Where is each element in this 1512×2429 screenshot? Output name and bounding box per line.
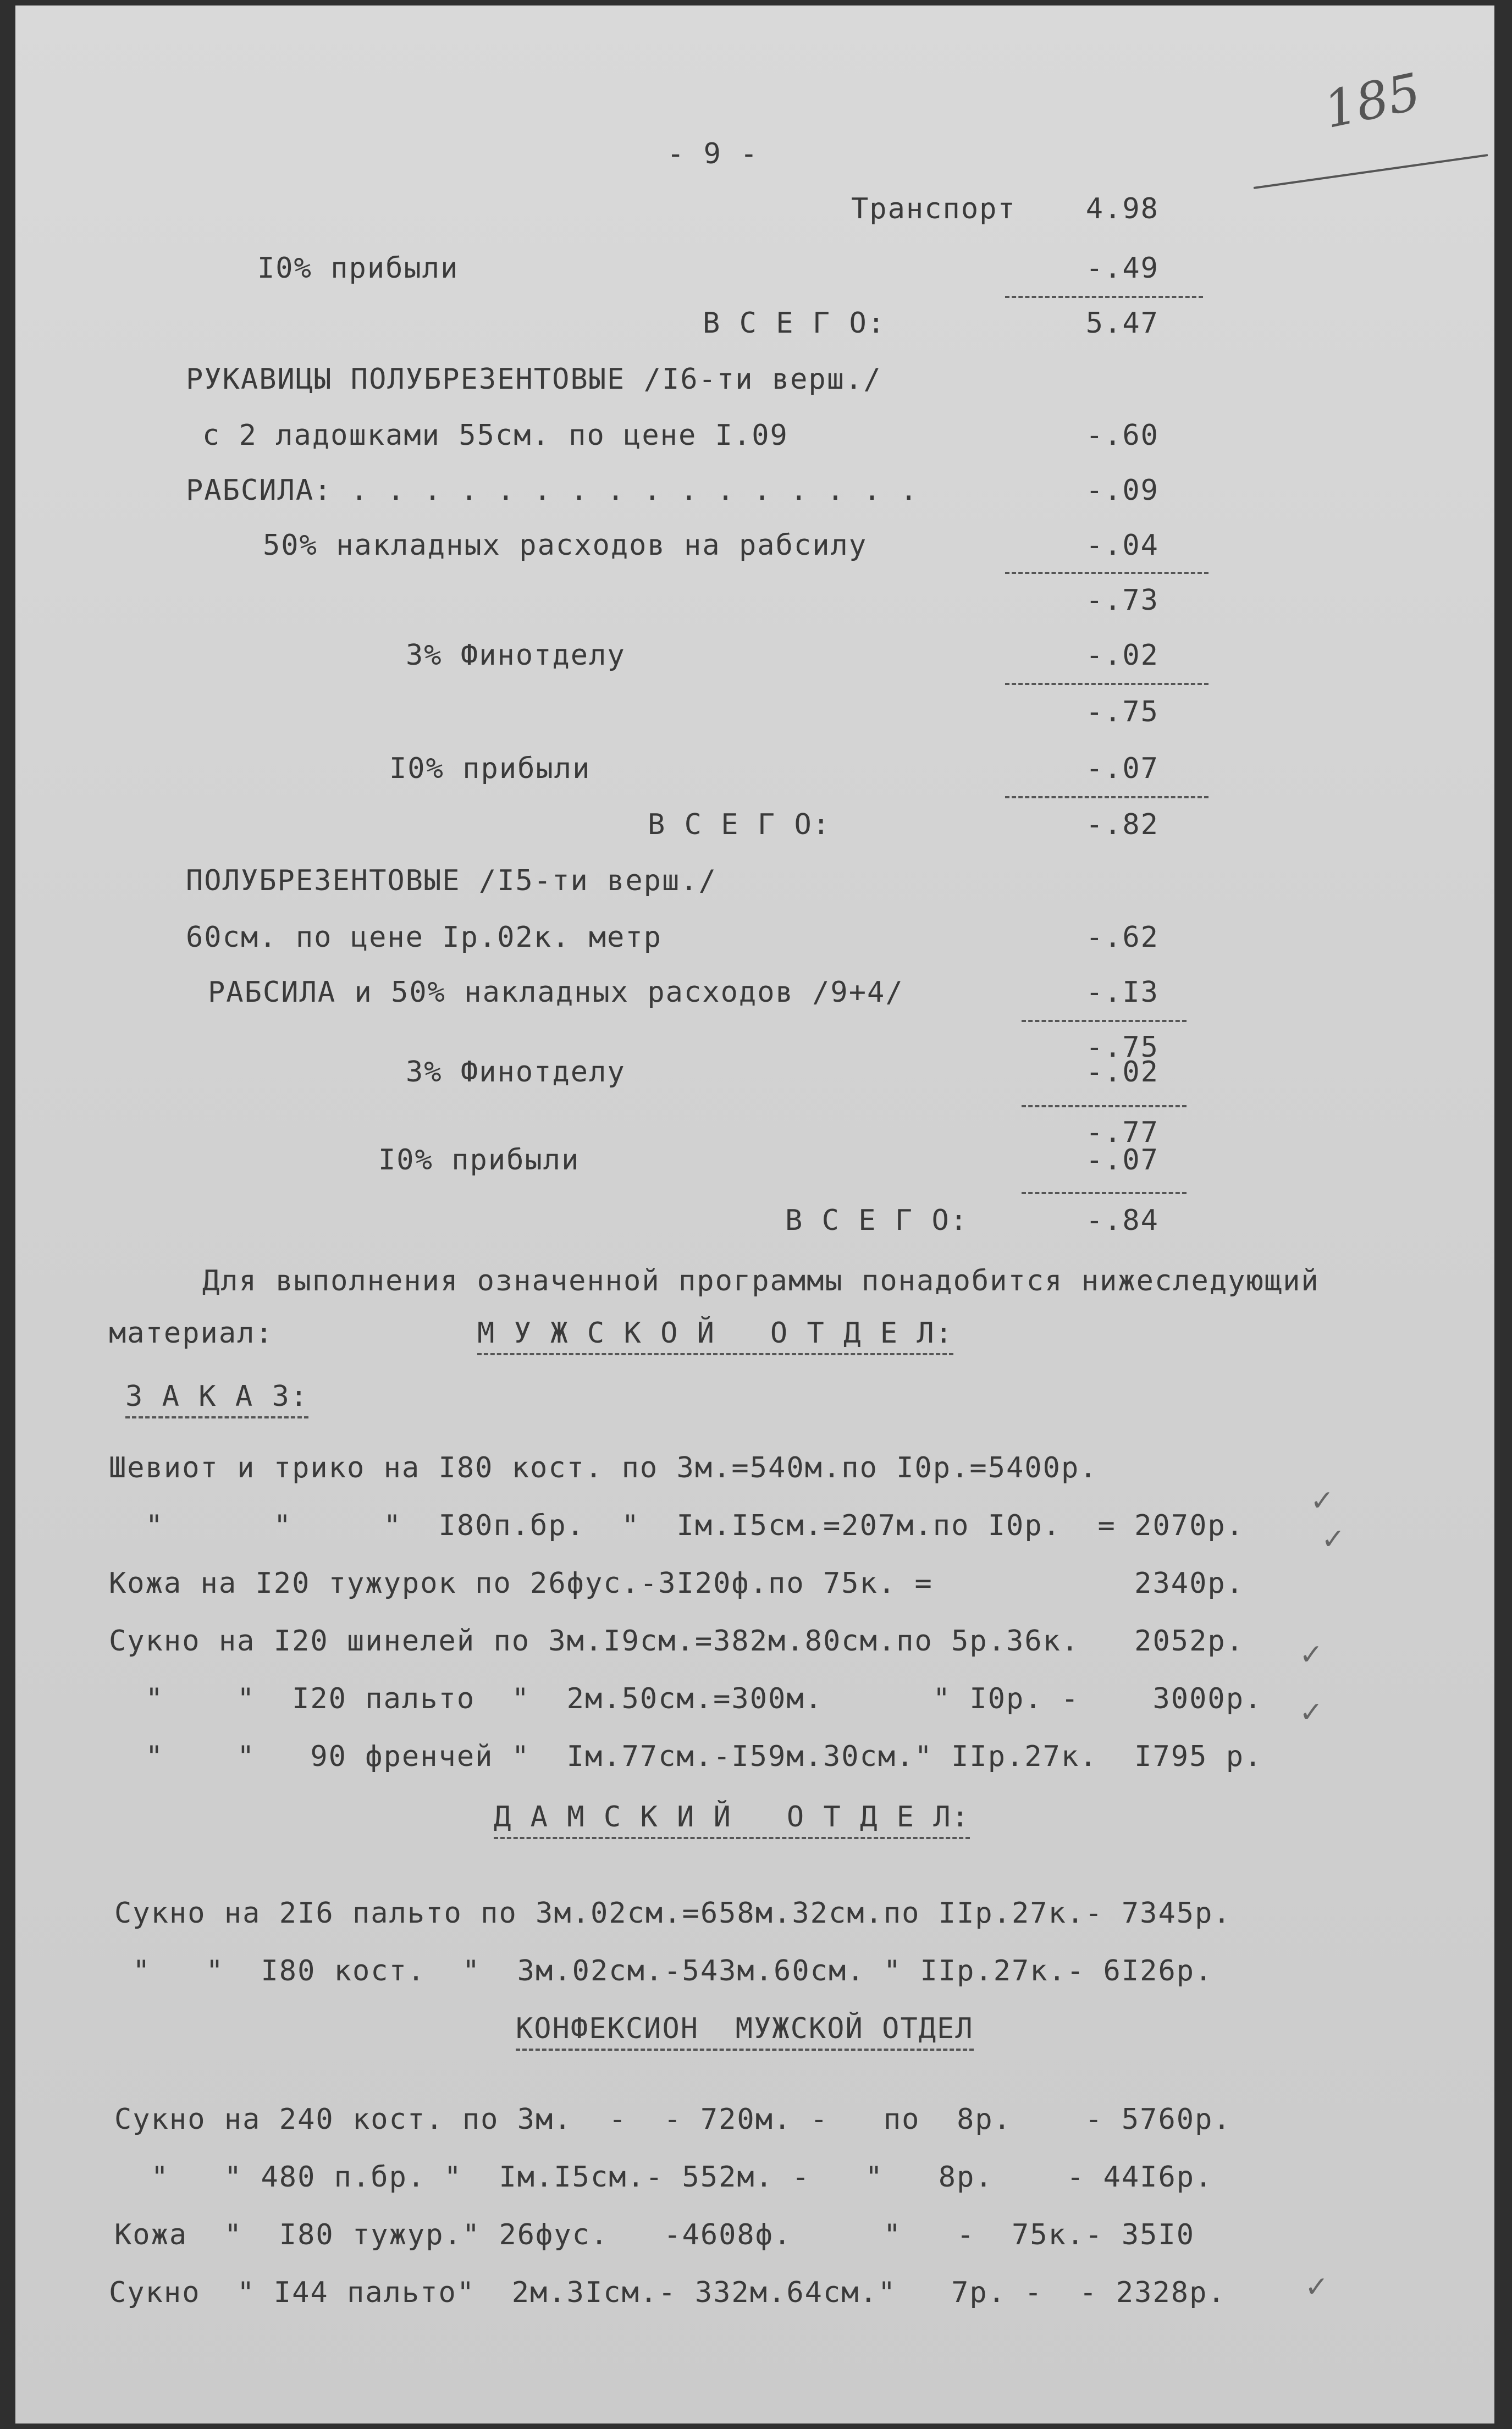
b3-line1: 60см. по цене Iр.02к. метр <box>186 921 662 954</box>
b2-total-value: -.82 <box>1085 808 1159 841</box>
b3-title: ПОЛУБРЕЗЕНТОВЫЕ /I5-ти верш./ <box>186 864 717 897</box>
mens-order-line: Шевиот и трико на I80 кост. по 3м.=540м.по I0р.=5400р. <box>109 1451 1098 1484</box>
rule <box>1005 796 1209 798</box>
rule <box>1022 1020 1187 1022</box>
b1-profit-label: I0% прибыли <box>257 252 459 285</box>
b1-total-label: В С Е Г О: <box>703 307 886 340</box>
mens-order-line: " " " I80п.бр. " Iм.I5см.=207м.по I0р. = 2070р. <box>109 1509 1245 1542</box>
rule <box>1005 683 1209 685</box>
b2-line1: с 2 ладошками 55см. по цене I.09 <box>202 419 788 452</box>
intro-line2: материал: <box>109 1317 274 1350</box>
checkmark-icon: ✓ <box>1299 1638 1323 1671</box>
b2-title: РУКАВИЦЫ ПОЛУБРЕЗЕНТОВЫЕ /I6-ти верш./ <box>186 363 882 396</box>
confection-order-line: Сукно на 240 кост. по 3м. - - 720м. - по 8р. - 5760р. <box>114 2103 1232 2136</box>
mens-order-line: " " 90 френчей " Iм.77см.-I59м.30см." IIр.27к. I795 р. <box>109 1740 1263 1773</box>
checkmark-icon: ✓ <box>1305 2271 1329 2304</box>
b3-finotdel-value: -.02 <box>1085 1056 1159 1089</box>
rule <box>1022 1192 1187 1194</box>
b2-overhead-label: 50% накладных расходов на рабсилу <box>263 529 868 562</box>
b2-finotdel-value: -.02 <box>1085 639 1159 672</box>
mens-department-heading: М У Ж С К О Й О Т Д Е Л: <box>477 1317 953 1355</box>
confection-order-line: " " 480 п.бр. " Iм.I5см.- 552м. - " 8р. - 44I6р. <box>114 2161 1213 2194</box>
confection-order-line: Сукно " I44 пальто" 2м.3Iсм.- 332м.64см." 7р. - - 2328р. <box>109 2276 1226 2309</box>
b2-rabsila-label: РАБСИЛА: . . . . . . . . . . . . . . . . <box>186 474 919 507</box>
checkmark-icon: ✓ <box>1299 1696 1323 1729</box>
mens-order-line: Сукно на I20 шинелей по 3м.I9см.=382м.80см.по 5р.36к. 2052р. <box>109 1625 1245 1658</box>
womens-order-line: Сукно на 2I6 пальто по 3м.02см.=658м.32см.по IIр.27к.- 7345р. <box>114 1897 1232 1930</box>
b2-subtotal1: -.73 <box>1085 584 1159 617</box>
checkmark-icon: ✓ <box>1321 1523 1345 1556</box>
b3-profit-label: I0% прибыли <box>378 1144 580 1177</box>
b3-total-label: В С Е Г О: <box>785 1204 969 1237</box>
b3-rabsila-value: -.I3 <box>1085 976 1159 1009</box>
b3-subtotal2: -.77 <box>1085 1116 1159 1149</box>
b2-profit-label: I0% прибыли <box>389 752 591 785</box>
womens-order-line: " " I80 кост. " 3м.02см.-543м.60см. " IIр.27к.- 6I26р. <box>114 1955 1213 1988</box>
transport-value: 4.98 <box>1085 192 1159 225</box>
b2-line1-value: -.60 <box>1085 419 1159 452</box>
b1-total-value: 5.47 <box>1085 307 1159 340</box>
b2-subtotal2: -.75 <box>1085 695 1159 728</box>
page-number: - 9 - <box>667 137 759 170</box>
transport-label: Транспорт <box>851 192 1016 225</box>
checkmark-icon: ✓ <box>1310 1484 1334 1517</box>
b2-rabsila-value: -.09 <box>1085 474 1159 507</box>
order-heading: З А К А З: <box>125 1380 308 1418</box>
b2-finotdel-label: 3% Финотделу <box>406 639 626 672</box>
confection-department-heading: КОНФЕКСИОН МУЖСКОЙ ОТДЕЛ <box>516 2012 974 2051</box>
b3-line1-value: -.62 <box>1085 921 1159 954</box>
rule <box>1022 1105 1187 1107</box>
rule <box>1005 572 1209 574</box>
b3-profit-value: -.07 <box>1085 1144 1159 1177</box>
b2-overhead-value: -.04 <box>1085 529 1159 562</box>
rule <box>1005 296 1203 298</box>
document-page <box>15 5 1494 2424</box>
b3-rabsila-label: РАБСИЛА и 50% накладных расходов /9+4/ <box>208 976 904 1009</box>
folio-underline <box>1254 154 1488 189</box>
b3-total-value: -.84 <box>1085 1204 1159 1237</box>
b3-finotdel-label: 3% Финотделу <box>406 1056 626 1089</box>
confection-order-line: Кожа " I80 тужур." 26фус. -4608ф. " - 75к.- 35I0 <box>114 2218 1195 2251</box>
mens-order-line: " " I20 пальто " 2м.50см.=300м. " I0р. - 3000р. <box>109 1682 1263 1715</box>
b3-subtotal1: -.75 <box>1085 1031 1159 1064</box>
archive-folio-number: 185 <box>1318 62 1426 140</box>
b1-profit-value: -.49 <box>1085 252 1159 285</box>
womens-department-heading: Д А М С К И Й О Т Д Е Л: <box>494 1801 970 1839</box>
intro-line1: Для выполнения означенной программы понадобится нижеследующий <box>202 1265 1320 1298</box>
b2-total-label: В С Е Г О: <box>648 808 831 841</box>
mens-order-line: Кожа на I20 тужурок по 26фус.-3I20ф.по 75к. = 2340р. <box>109 1567 1245 1600</box>
b2-profit-value: -.07 <box>1085 752 1159 785</box>
